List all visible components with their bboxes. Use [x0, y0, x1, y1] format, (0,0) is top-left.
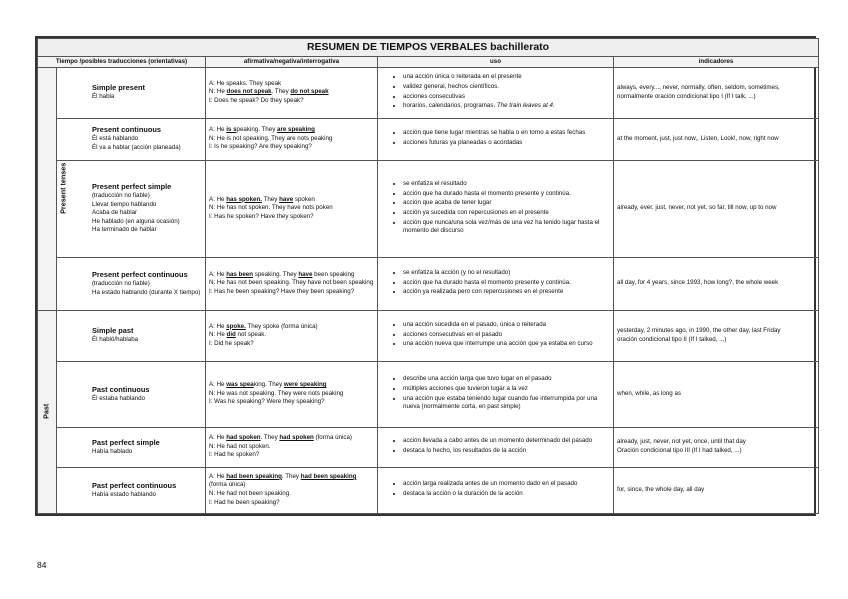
use-item: • describe una acción larga que tuvo lugar en el pasado	[403, 375, 610, 384]
tense-name: Present continuous	[92, 125, 161, 135]
indicators-cell: always, every..., never, normally, often, seldom, sometimes, normalmente oración condicional tipo I (If I talk, ...)	[614, 67, 819, 118]
group-past: Past	[38, 310, 57, 513]
uses-cell	[378, 257, 614, 310]
use-item: • acciones consecutivas	[403, 93, 610, 102]
header-indicadores: indicadores	[614, 57, 819, 68]
use-item: • validez general, hechos científicos.	[403, 83, 610, 92]
use-item: • una acción única o reiterada en el presente	[403, 73, 610, 82]
forms-cell: A: He has spoken. They have spoken N: He has not spoken. They have nots poken I: Has he spoken? Have they spoken?	[206, 160, 378, 257]
tense-name: Simple present	[92, 83, 145, 93]
table-title: RESUMEN DE TIEMPOS VERBALES bachillerato	[38, 39, 819, 57]
use-item: • acción que ha durado hasta el momento presente y continúa.	[403, 190, 610, 199]
verb-tense-table	[35, 36, 816, 516]
uses-cell	[378, 310, 614, 361]
tense-name: Past perfect simple	[92, 437, 160, 447]
forms-cell: A: He had spoken. They had spoken (forma única) N: He had not spoken. I: Had he spoken?	[206, 427, 378, 467]
header-tense: Tiempo /posibles traducciones (orientativas)	[38, 57, 206, 68]
use-item: • acción que nunca/una sola vez/más de una vez ha tenido lugar hasta el momento del discurso	[403, 219, 610, 236]
use-item: • acción que acaba de tener lugar	[403, 199, 610, 208]
use-item: • acción llevada a cabo antes de un momento determinado del pasado	[403, 437, 610, 446]
header-uso: uso	[378, 57, 614, 68]
tense-cell: Present perfect simple (traducción no fiable) Llevar tiempo hablando Acaba de hablar He hablado (en alguna ocasión) Ha terminado de hablar	[57, 160, 206, 257]
forms-cell: A: He was speaking. They were speaking N: He was not speaking. They were nots peaking I: Was he speaking? Were they speaking?	[206, 361, 378, 427]
table-row	[38, 361, 819, 427]
uses-cell	[378, 67, 614, 118]
use-item: • destaca la acción o la duración de la acción	[403, 490, 610, 499]
table-row	[38, 257, 819, 310]
table-row	[38, 310, 819, 361]
use-item: • acción ya realizada pero con repercusiones en el presente	[403, 288, 610, 297]
translation: Él habla	[92, 93, 115, 101]
uses-cell	[378, 118, 614, 160]
use-item: • acción que ha durado hasta el momento presente y continúa.	[403, 279, 610, 288]
uses-cell	[378, 160, 614, 257]
use-item: • acción que tiene lugar mientras se habla o en torno a estas fechas	[403, 129, 610, 138]
use-item: • acción larga realizada antes de un momento dado en el pasado	[403, 480, 610, 489]
tense-cell: Past perfect simple Había hablado	[57, 427, 206, 467]
use-item: • se enfatiza la acción (y no el resultado)	[403, 269, 610, 278]
forms-cell: A: He had been speaking. They had been speaking (forma única) N: He had not been speaking. I: Had he been speaking?	[206, 467, 378, 513]
tense-cell	[57, 67, 206, 118]
tense-cell: Past continuous Él estaba hablando	[57, 361, 206, 427]
header-forms: afirmativa/negativa/interrogativa	[206, 57, 378, 68]
tense-name: Present perfect continuous	[92, 269, 188, 279]
use-item: • se enfatiza el resultado	[403, 180, 610, 189]
use-item: • múltiples acciones que tuvieron lugar a la vez	[403, 385, 610, 394]
indicators-cell: at the moment, just, just now,, Listen, Look!, now, right now	[614, 118, 819, 160]
use-item: • una acción sucedida en el pasado, única o reiterada	[403, 321, 610, 330]
tense-cell: Past perfect continuous Había estado hablando	[57, 467, 206, 513]
tense-cell: Present perfect continuous (traducción no fiable) Ha estado hablando (durante X tiempo)	[57, 257, 206, 310]
use-item: • acciones futuras ya planeadas o acordadas	[403, 139, 610, 148]
table-row	[38, 467, 819, 513]
tense-cell: Simple past Él habló/hablaba	[57, 310, 206, 361]
table-row	[38, 67, 819, 118]
table-row	[38, 427, 819, 467]
use-item: • horarios, calendarios, programas. The train leaves at 4.	[403, 102, 610, 111]
forms-cell: A: He spoke. They spoke (forma única) N: He did not speak. I: Did he speak?	[206, 310, 378, 361]
tense-name: Past perfect continuous	[92, 480, 177, 490]
uses-cell	[378, 427, 614, 467]
indicators-cell: already, just, never, not yet, once, until that day Oración condicional tipo III (If I had talked, ...)	[614, 427, 819, 467]
forms-cell: A: He is speaking. They are speaking N: He is not speaking. They are nots peaking I: Is he speaking? Are they speaking?	[206, 118, 378, 160]
uses-cell	[378, 467, 614, 513]
group-present: Present tenses	[38, 67, 57, 310]
use-item: • una acción nueva que interrumpe una acción que ya estaba en curso	[403, 340, 610, 349]
use-item: • acciones consecutivas en el pasado	[403, 331, 610, 340]
tense-name: Present perfect simple	[92, 182, 172, 192]
tense-cell: Present continuous Él está hablando Él va a hablar (acción planeada)	[57, 118, 206, 160]
tense-name: Past continuous	[92, 384, 150, 394]
tense-name: Simple past	[92, 326, 134, 336]
uses-cell	[378, 361, 614, 427]
page-number: 84	[37, 560, 47, 570]
use-item: • acción ya sucedida con repercusiones en el presente	[403, 209, 610, 218]
forms-cell: A: He speaks. They speak N: He does not speak. They do not speak I: Does he speak? Do they speak?	[206, 67, 378, 118]
indicators-cell: all day, for 4 years, since 1993, how long?, the whole week	[614, 257, 819, 310]
use-item: • destaca lo hecho, los resultados de la acción	[403, 447, 610, 456]
table-row	[38, 160, 819, 257]
indicators-cell: yesterday, 2 minutes ago, in 1990, the other day, last Friday oración condicional tipo II (If I talked, ...)	[614, 310, 819, 361]
use-item: • una acción que estaba teniendo lugar cuando fue interrumpida por una nueva (normalmente corta, en past simple)	[403, 395, 610, 412]
indicators-cell: for, since, the whole day, all day	[614, 467, 819, 513]
indicators-cell: when, while, as long as	[614, 361, 819, 427]
forms-cell: A: He has been speaking. They have been speaking N: He has not been speaking. They have not been speaking I: Has he been speaking? Have they been speaking?	[206, 257, 378, 310]
table-row	[38, 118, 819, 160]
indicators-cell: already, ever, just, never, not yet, so far, till now, up to now	[614, 160, 819, 257]
